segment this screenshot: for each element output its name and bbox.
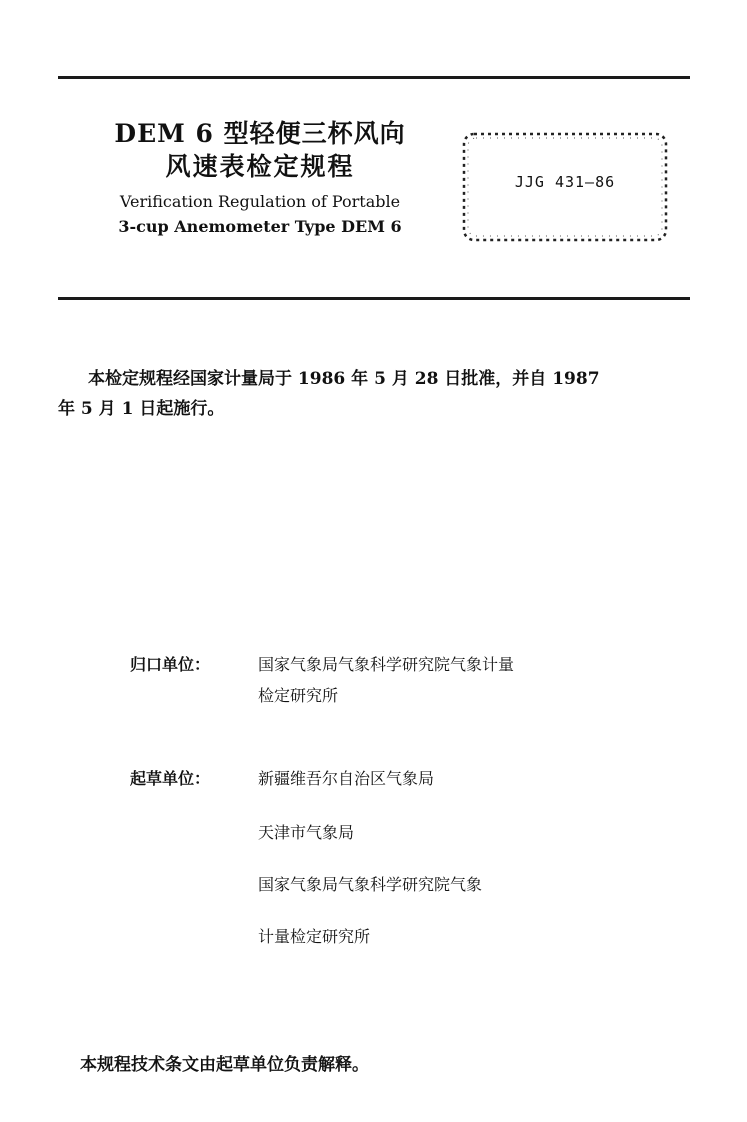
approval-line2: 年 5 月 1 日起施行。 [58,399,225,419]
drafting-unit-3: 国家气象局气象科学研究院气象 [258,875,483,894]
approval-line1: 本检定规程经国家计量局于 1986 年 5 月 28 日批准，并自 1987 [88,369,600,389]
responsible-unit-line2: 检定研究所 [258,686,339,705]
standard-code: JJG 431—86 [514,173,616,191]
standard-code-frame [458,128,672,246]
title-cn-line1: DEM 6 型轻便三杯风向 [114,119,406,148]
drafting-unit-label: 起草单位： [130,769,211,788]
drafting-unit-2: 天津市气象局 [258,823,355,842]
interpretation-note: 本规程技术条文由起草单位负责解释。 [80,1055,369,1075]
title-cn-line2: 风速表检定规程 [165,152,355,181]
top-rule [58,76,690,79]
drafting-unit-4: 计量检定研究所 [258,927,371,946]
responsible-unit-line1: 国家气象局气象科学研究院气象计量 [258,655,515,674]
responsible-unit-label: 归口单位： [130,655,211,674]
bottom-rule [58,297,690,300]
drafting-unit-1: 新疆维吾尔自治区气象局 [258,769,435,788]
title-en-line2: 3-cup Anemometer Type DEM 6 [118,217,402,236]
title-en-line1: Verification Regulation of Portable [119,192,401,211]
approval-statement [58,364,698,424]
title-block [80,118,440,240]
